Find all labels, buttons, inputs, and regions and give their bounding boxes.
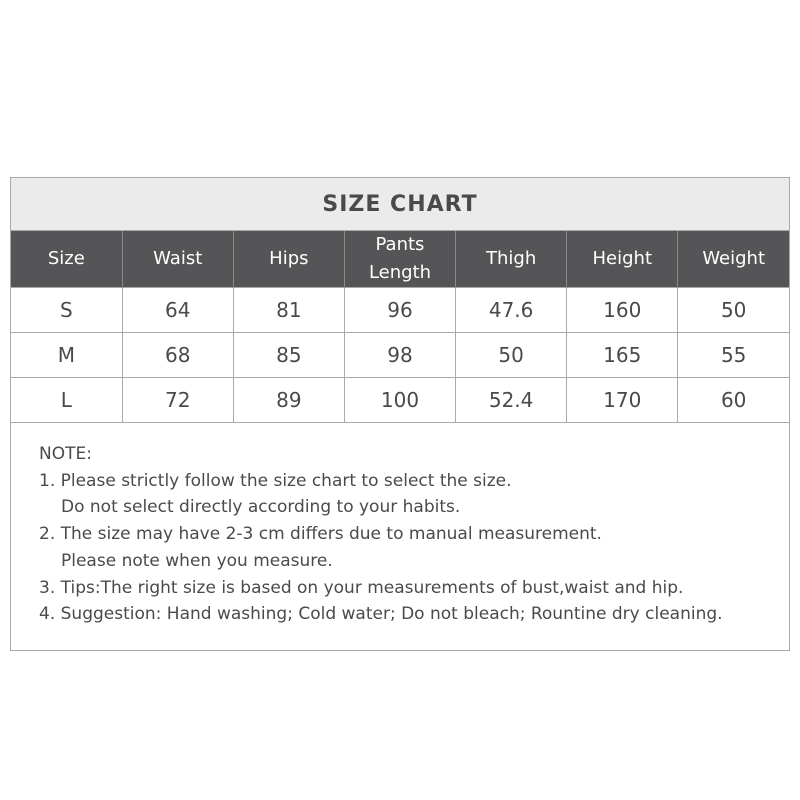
table-cell: 89 [233, 378, 344, 423]
pants-length-label: Pants Length [368, 234, 432, 283]
column-header-size: Size [11, 231, 122, 288]
column-header-thigh: Thigh [456, 231, 567, 288]
table-header-row [11, 231, 789, 288]
table-cell: 55 [678, 333, 789, 378]
table-cell: 64 [122, 288, 233, 333]
table-cell: 100 [344, 378, 455, 423]
size-table [11, 231, 789, 422]
column-header-hips: Hips [233, 231, 344, 288]
size-chart [10, 177, 790, 651]
note-continuation: Do not select directly according to your habits. [61, 497, 461, 518]
notes-heading: NOTE: [39, 444, 92, 464]
note-continuation: Please note when you measure. [61, 550, 333, 571]
table-row [11, 288, 789, 333]
table-row [11, 333, 789, 378]
table-cell: M [11, 333, 122, 378]
column-header-waist: Waist [122, 231, 233, 288]
table-cell: 50 [456, 333, 567, 378]
column-header-pants-length [344, 231, 455, 288]
table-cell: 165 [567, 333, 678, 378]
table-cell: 85 [233, 333, 344, 378]
note-item: 3. Tips:The right size is based on your measurements of bust,waist and hip. [39, 577, 684, 598]
table-cell: 98 [344, 333, 455, 378]
table-cell: 170 [567, 378, 678, 423]
table-cell: 47.6 [456, 288, 567, 333]
note-item: 4. Suggestion: Hand washing; Cold water; Do not bleach; Rountine dry cleaning. [39, 604, 723, 625]
table-cell: 60 [678, 378, 789, 423]
table-cell: 72 [122, 378, 233, 423]
table-cell: S [11, 288, 122, 333]
table-cell: 50 [678, 288, 789, 333]
chart-title: SIZE CHART [11, 178, 789, 231]
table-cell: L [11, 378, 122, 423]
table-cell: 160 [567, 288, 678, 333]
notes-section [11, 422, 789, 650]
table-cell: 81 [233, 288, 344, 333]
table-cell: 68 [122, 333, 233, 378]
column-header-height: Height [567, 231, 678, 288]
table-cell: 96 [344, 288, 455, 333]
table-cell: 52.4 [456, 378, 567, 423]
note-item: 1. Please strictly follow the size chart to select the size. [39, 470, 512, 491]
table-row [11, 378, 789, 423]
note-item: 2. The size may have 2-3 cm differs due to manual measurement. [39, 524, 602, 545]
column-header-weight: Weight [678, 231, 789, 288]
